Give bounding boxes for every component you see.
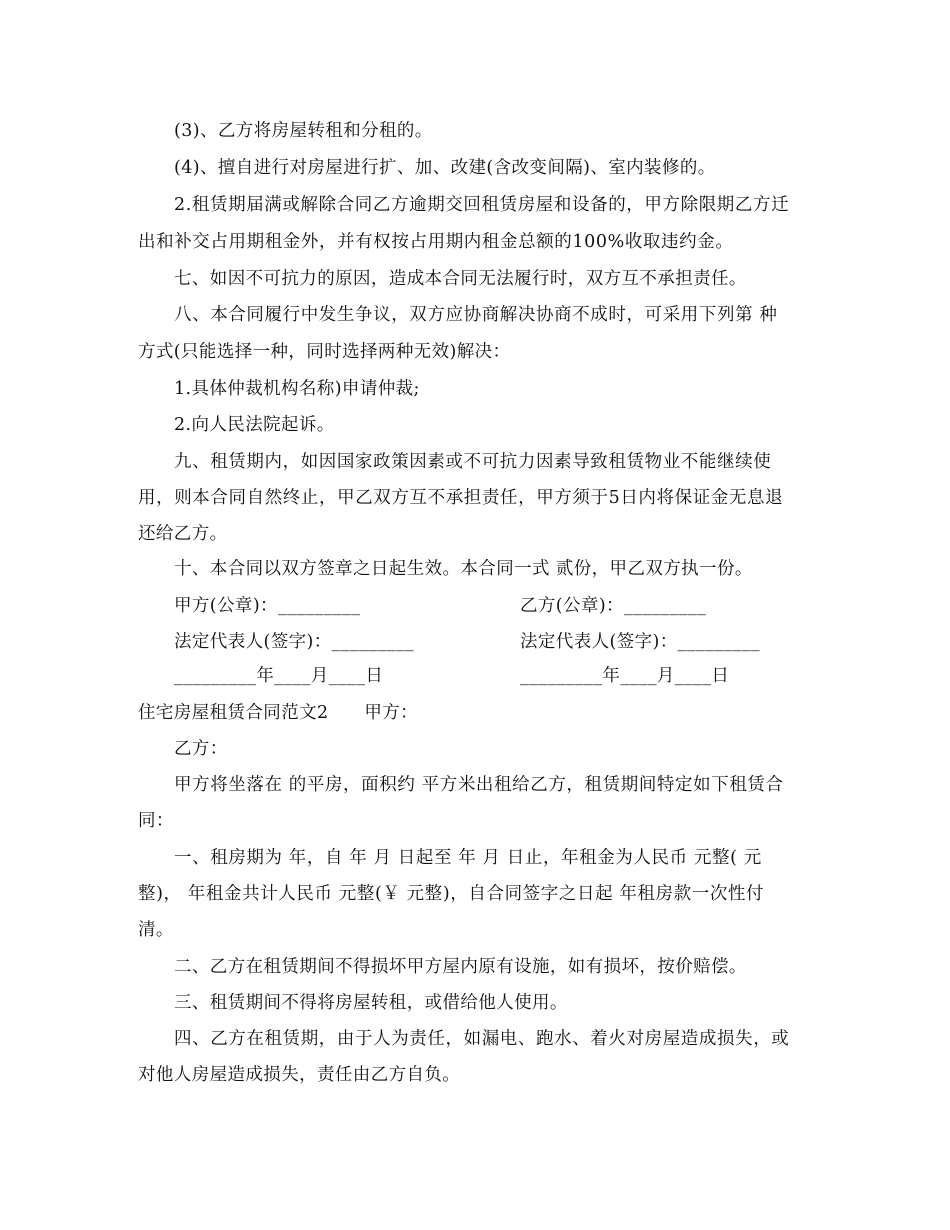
clause-1-term-line2: 整)， 年租金共计人民币 元整(￥ 元整)，自合同签字之日起 年租房款一次性付 (138, 884, 765, 904)
clause-2-overdue-line2: 出和补交占用期租金外，并有权按占用期内租金总额的100%收取违约金。 (138, 232, 734, 252)
clause-4-liability-line1: 四、乙方在租赁期，由于人为责任，如漏电、跑水、着火对房屋造成损失，或 (174, 1029, 790, 1049)
dispute-option-2: 2.向人民法院起诉。 (174, 415, 335, 435)
clause-2-overdue-line1: 2.租赁期届满或解除合同乙方逾期交回租赁房屋和设备的，甲方除限期乙方迁 (174, 195, 790, 215)
clause-4-renovation: (4)、擅自进行对房屋进行扩、加、改建(含改变间隔)、室内装修的。 (174, 158, 716, 178)
party-b-representative: 法定代表人(签字)：_________ (520, 632, 761, 652)
premises-description-line2: 同： (138, 811, 174, 831)
clause-7-force-majeure: 七、如因不可抗力的原因，造成本合同无法履行时，双方互不承担责任。 (174, 269, 747, 289)
clause-8-dispute-line2: 方式(只能选择一种，同时选择两种无效)解决： (138, 342, 511, 362)
clause-9-termination-line1: 九、租赁期内，如因国家政策因素或不可抗力因素导致租赁物业不能继续使 (174, 452, 772, 472)
clause-1-term-line1: 一、租房期为 年，自 年 月 日起至 年 月 日止，年租金为人民币 元整( 元 (174, 848, 762, 868)
party-a-seal: 甲方(公章)：_________ (174, 596, 361, 616)
party-b-label: 乙方： (174, 739, 228, 759)
clause-1-term-line3: 清。 (138, 920, 174, 940)
clause-10-effective: 十、本合同以双方签章之日起生效。本合同一式 贰份，甲乙双方执一份。 (174, 559, 753, 579)
clause-3-sublet: (3)、乙方将房屋转租和分租的。 (174, 121, 433, 141)
dispute-option-1: 1.具体仲裁机构名称)申请仲裁; (174, 379, 420, 399)
party-a-date: _________年____月____日 (174, 666, 384, 686)
clause-3-no-sublet: 三、租赁期间不得将房屋转租，或借给他人使用。 (174, 993, 568, 1013)
party-b-date: _________年____月____日 (520, 666, 730, 686)
clause-9-termination-line3: 还给乙方。 (138, 524, 228, 544)
clause-8-dispute-line1: 八、本合同履行中发生争议，双方应协商解决协商不成时，可采用下列第 种 (174, 305, 778, 325)
clause-4-liability-line2: 对他人房屋造成损失，责任由乙方自负。 (138, 1065, 461, 1085)
party-b-seal: 乙方(公章)：_________ (520, 596, 707, 616)
premises-description-line1: 甲方将坐落在 的平房，面积约 平方米出租给乙方，租赁期间特定如下租赁合 (174, 775, 784, 795)
party-a-representative: 法定代表人(签字)：_________ (174, 632, 415, 652)
clause-9-termination-line2: 用，则本合同自然终止，甲乙双方互不承担责任，甲方须于5日内将保证金无息退 (138, 488, 784, 508)
second-contract-title: 住宅房屋租赁合同范文2 甲方： (138, 703, 419, 723)
clause-2-damage: 二、乙方在租赁期间不得损坏甲方屋内原有设施，如有损坏，按价赔偿。 (174, 957, 747, 977)
